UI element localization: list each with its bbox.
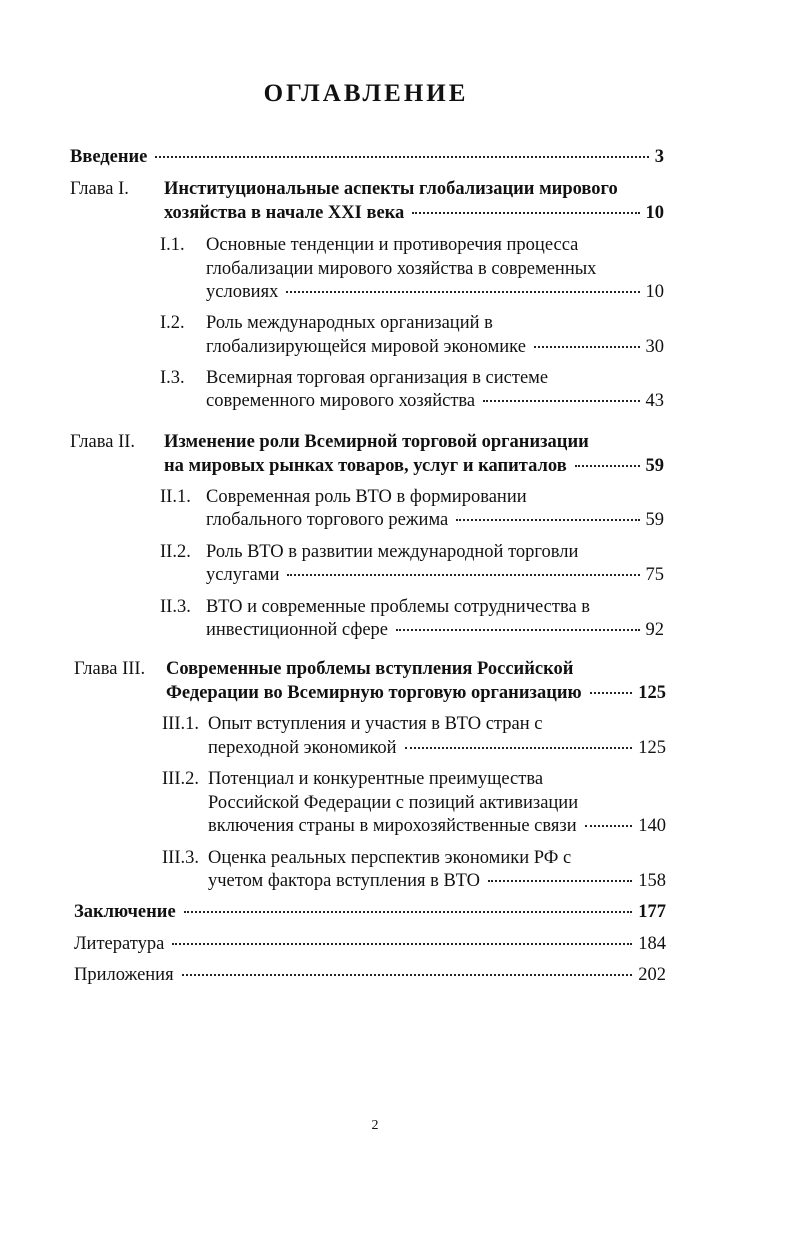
- toc-page-number: 158: [638, 871, 666, 891]
- chapter-title: Современные проблемы вступления Российской: [166, 659, 574, 679]
- toc-section-1-1-line3: [206, 281, 664, 305]
- chapter-title: Институциональные аспекты глобализации мирового: [164, 179, 618, 199]
- dot-leader: [287, 574, 639, 576]
- dot-leader: [412, 212, 639, 214]
- page-number-footer: 2: [371, 1118, 379, 1133]
- toc-chapter-3-line2[interactable]: [166, 682, 666, 706]
- section-number: I.1.: [160, 235, 185, 255]
- toc-chapter-1-line1[interactable]: [70, 178, 664, 202]
- toc-entry-text: Введение: [70, 147, 148, 167]
- toc-page-number: 30: [645, 337, 664, 357]
- toc-page-number: 184: [638, 934, 666, 954]
- toc-section-1-2-line2: [206, 336, 664, 360]
- toc-page-number: 140: [638, 816, 666, 836]
- toc-page-number: 202: [638, 965, 666, 985]
- toc-page-number: 92: [645, 620, 664, 640]
- chapter-title-cont: на мировых рынках товаров, услуг и капиталов: [164, 456, 567, 476]
- toc-section-2-1[interactable]: [160, 486, 664, 510]
- section-title-cont: переходной экономикой: [208, 738, 397, 758]
- dot-leader: [483, 400, 639, 402]
- toc-section-1-2[interactable]: [160, 312, 664, 336]
- section-title-cont: учетом фактора вступления в ВТО: [208, 871, 481, 891]
- section-title: Современная роль ВТО в формировании: [206, 487, 527, 507]
- chapter-title-cont: Федерации во Всемирную торговую организацию: [166, 683, 582, 703]
- toc-page-number: 59: [645, 510, 664, 530]
- toc-entry-introduction[interactable]: [70, 146, 664, 170]
- toc-section-2-3[interactable]: [160, 596, 664, 620]
- section-title-cont: глобализации мирового хозяйства в современных: [206, 259, 597, 279]
- section-title: ВТО и современные проблемы сотрудничества в: [206, 597, 591, 617]
- dot-leader: [396, 629, 639, 631]
- chapter-label: Глава I.: [70, 179, 129, 199]
- toc-page-number: 43: [645, 391, 664, 411]
- toc-page-number: 177: [638, 902, 666, 922]
- toc-section-1-1[interactable]: [160, 234, 664, 258]
- chapter-label: Глава II.: [70, 432, 136, 452]
- toc-chapter-3-line1[interactable]: [74, 658, 666, 682]
- section-title-cont: условиях: [206, 282, 279, 302]
- toc-page-number: 125: [638, 683, 666, 703]
- section-title-cont: современного мирового хозяйства: [206, 391, 476, 411]
- dot-leader: [184, 911, 633, 913]
- toc-section-3-1[interactable]: [162, 713, 666, 737]
- section-number: III.1.: [162, 714, 199, 734]
- dot-leader: [182, 974, 633, 976]
- toc-section-3-2-line2: [208, 792, 666, 816]
- toc-section-3-2[interactable]: [162, 768, 666, 792]
- section-title: Оценка реальных перспектив экономики РФ с: [208, 848, 572, 868]
- toc-section-3-2-line3: [208, 815, 666, 839]
- chapter-title: Изменение роли Всемирной торговой организации: [164, 432, 589, 452]
- toc-entry-conclusion[interactable]: [74, 901, 666, 925]
- toc-page-number: 59: [645, 456, 664, 476]
- dot-leader: [534, 346, 640, 348]
- toc-section-3-3[interactable]: [162, 847, 666, 871]
- toc-section-3-1-line2: [208, 737, 666, 761]
- toc-page-number: 10: [645, 282, 664, 302]
- chapter-title-cont: хозяйства в начале XXI века: [164, 203, 405, 223]
- dot-leader: [575, 465, 640, 467]
- dot-leader: [488, 880, 632, 882]
- toc-entry-appendix[interactable]: [74, 964, 666, 988]
- section-title-cont: глобального торгового режима: [206, 510, 449, 530]
- toc-section-2-2[interactable]: [160, 541, 664, 565]
- toc-chapter-1-line2[interactable]: [164, 202, 664, 226]
- toc-page-number: 125: [638, 738, 666, 758]
- toc-page-number: 75: [645, 565, 664, 585]
- toc-entry-text: Заключение: [74, 902, 176, 922]
- toc-entry-text: Литература: [74, 934, 165, 954]
- section-title: Роль международных организаций в: [206, 313, 493, 333]
- dot-leader: [172, 943, 632, 945]
- dot-leader: [155, 156, 648, 158]
- toc-chapter-2-line1[interactable]: [70, 431, 664, 455]
- toc-section-2-3-line2: [206, 619, 664, 643]
- section-title-cont: включения страны в мирохозяйственные связи: [208, 816, 577, 836]
- section-title: Всемирная торговая организация в системе: [206, 368, 549, 388]
- toc-entry-text: Приложения: [74, 965, 174, 985]
- dot-leader: [405, 747, 633, 749]
- toc-chapter-2-line2[interactable]: [164, 455, 664, 479]
- section-number: III.2.: [162, 769, 199, 789]
- page-title: ОГЛАВЛЕНИЕ: [263, 80, 469, 107]
- section-title-cont: инвестиционной сфере: [206, 620, 389, 640]
- section-number: II.2.: [160, 542, 191, 562]
- dot-leader: [456, 519, 639, 521]
- toc-section-2-2-line2: [206, 564, 664, 588]
- chapter-label: Глава III.: [74, 659, 146, 679]
- section-title-cont: услугами: [206, 565, 280, 585]
- dot-leader: [590, 692, 633, 694]
- section-number: III.3.: [162, 848, 199, 868]
- toc-section-3-3-line2: [208, 870, 666, 894]
- toc-section-1-1-line2: [206, 258, 664, 282]
- dot-leader: [286, 291, 639, 293]
- section-title: Потенциал и конкурентные преимущества: [208, 769, 544, 789]
- section-number: II.1.: [160, 487, 191, 507]
- section-title: Роль ВТО в развитии международной торговли: [206, 542, 579, 562]
- section-title-cont: Российской Федерации с позиций активизации: [208, 793, 579, 813]
- section-number: II.3.: [160, 597, 191, 617]
- toc-section-1-3[interactable]: [160, 367, 664, 391]
- toc-section-1-3-line2: [206, 390, 664, 414]
- section-title: Опыт вступления и участия в ВТО стран с: [208, 714, 543, 734]
- toc-entry-literature[interactable]: [74, 933, 666, 957]
- toc-section-2-1-line2: [206, 509, 664, 533]
- section-number: I.3.: [160, 368, 185, 388]
- section-title-cont: глобализирующейся мировой экономике: [206, 337, 526, 357]
- dot-leader: [585, 825, 633, 827]
- toc-page-number: 3: [654, 147, 664, 167]
- section-number: I.2.: [160, 313, 185, 333]
- toc-page-number: 10: [645, 203, 664, 223]
- section-title: Основные тенденции и противоречия процесса: [206, 235, 579, 255]
